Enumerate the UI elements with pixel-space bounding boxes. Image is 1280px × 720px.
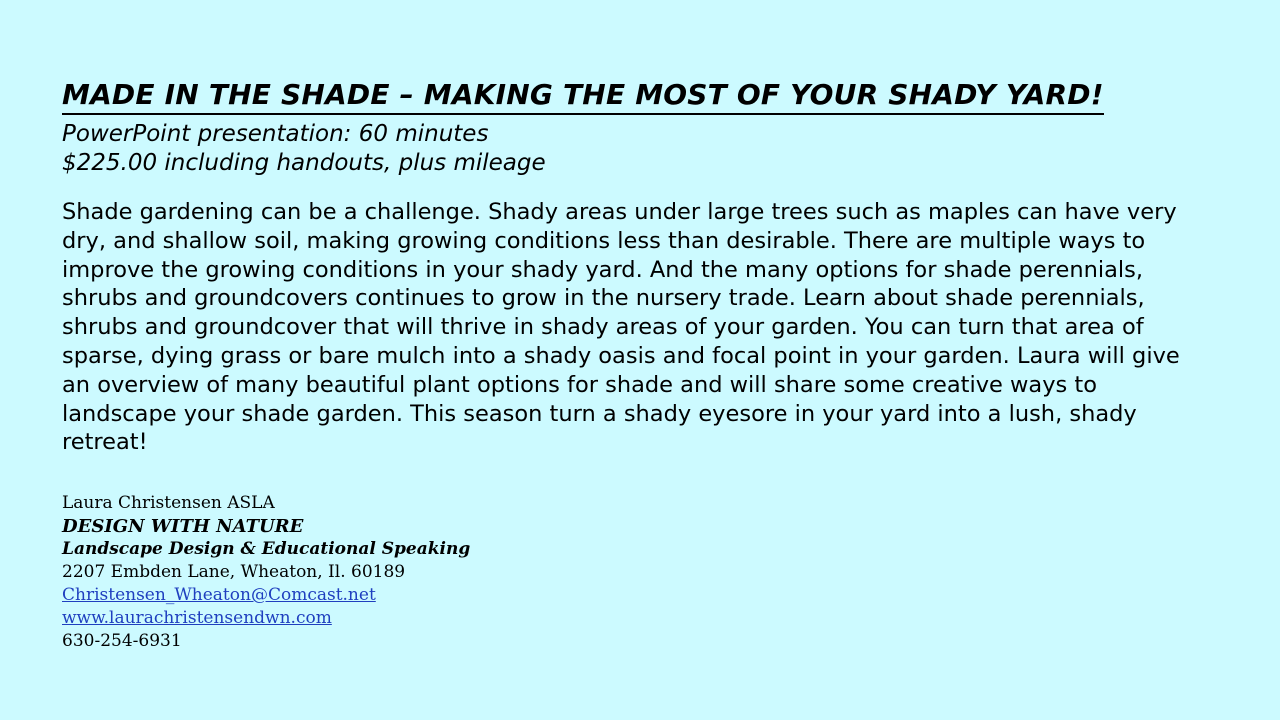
contact-block — [62, 492, 762, 653]
header-block — [62, 78, 1222, 178]
contact-address: 2207 Embden Lane, Wheaton, Il. 60189 — [62, 562, 406, 582]
contact-website-link[interactable]: www.laurachristensendwn.com — [62, 608, 332, 628]
slide-title: MADE IN THE SHADE – MAKING THE MOST OF YOUR SHADY YARD! — [62, 78, 1104, 115]
presentation-format-line: PowerPoint presentation: 60 minutes — [62, 121, 489, 147]
contact-email-link[interactable]: Christensen_Wheaton@Comcast.net — [62, 585, 376, 605]
contact-name: Laura Christensen ASLA — [62, 493, 275, 513]
contact-organization: DESIGN WITH NATURE — [62, 516, 304, 537]
presentation-price-line: $225.00 including handouts, plus mileage — [62, 150, 546, 176]
contact-tagline: Landscape Design & Educational Speaking — [62, 539, 471, 559]
slide-body-paragraph: Shade gardening can be a challenge. Shady areas under large trees such as maples can have very dry, and shallow soil, making growing conditions less than desirable. There are multiple ways to improve the growing conditions in your shady yard. And the many options for shade perennials, shrubs and groundcovers continues to grow in the nursery trade. Learn about shade perennials, shrubs and groundcover that will thrive in shady areas of your garden. You can turn that area of sparse, dying grass or bare mulch into a shady oasis and focal point in your garden. Laura will give an overview of many beautiful plant options for shade and will share some creative ways to landscape your shade garden. This season turn a shady eyesore in your yard into a lush, shady retreat! — [62, 199, 1180, 456]
contact-phone: 630-254-6931 — [62, 631, 182, 651]
